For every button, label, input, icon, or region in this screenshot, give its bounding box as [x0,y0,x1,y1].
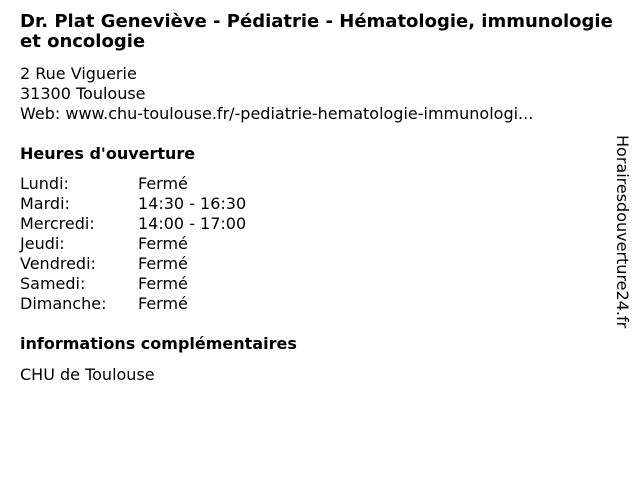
address-street: 2 Rue Viguerie [20,64,137,83]
address-city: 31300 Toulouse [20,84,146,103]
additional-info-text: CHU de Toulouse [20,365,155,384]
hours-row-saturday [20,274,246,294]
opening-hours-heading: Heures d'ouverture [20,144,196,163]
hours-time-value: Fermé [138,254,188,273]
additional-info-heading: informations complémentaires [20,334,297,353]
hours-row-monday [20,174,246,194]
hours-time-value: Fermé [138,234,188,253]
hours-day-label: Samedi: [20,274,86,293]
hours-day-label: Jeudi: [20,234,65,253]
hours-time-value: Fermé [138,174,188,193]
page-title: Dr. Plat Geneviève - Pédiatrie - Hématologie, immunologie et oncologie [20,11,613,52]
hours-day-label: Lundi: [20,174,69,193]
opening-hours-table [20,174,246,314]
hours-time-value: 14:00 - 17:00 [138,214,247,233]
hours-row-wednesday [20,214,246,234]
site-watermark: Horairesdouverture24.fr [613,135,632,329]
hours-day-label: Dimanche: [20,294,107,313]
hours-row-friday [20,254,246,274]
address-block [20,64,533,124]
hours-day-label: Mercredi: [20,214,95,233]
hours-day-label: Vendredi: [20,254,96,273]
hours-day-label: Mardi: [20,194,70,213]
hours-time-value: Fermé [138,274,188,293]
hours-row-sunday [20,294,246,314]
hours-time-value: 14:30 - 16:30 [138,194,247,213]
website-link[interactable]: Web: www.chu-toulouse.fr/-pediatrie-hematologie-immunologi... [20,104,534,123]
hours-time-value: Fermé [138,294,188,313]
hours-row-tuesday [20,194,246,214]
hours-row-thursday [20,234,246,254]
